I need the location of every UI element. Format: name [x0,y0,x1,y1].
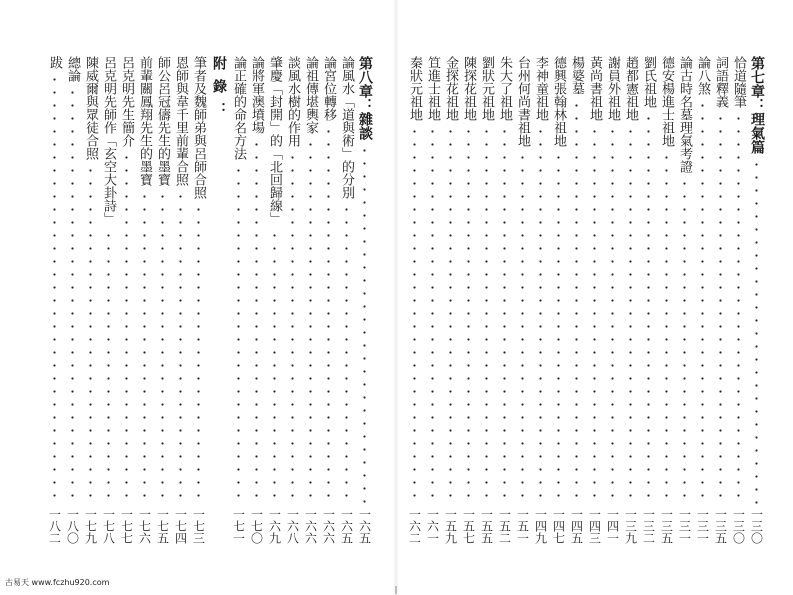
toc-entry-page: 一五九 [443,508,458,544]
leader-dots [179,190,182,504]
toc-entry [713,56,728,544]
leader-dots [467,125,470,504]
toc-entry-title: 論風水「道與術」的分別 [339,56,354,199]
leader-dots [665,151,668,504]
toc-entry [587,56,602,544]
toc-entry-page: 一七五 [155,508,170,544]
leader-dots [701,99,704,504]
leader-dots [161,190,164,504]
toc-entry-title: 台州何尚書祖地 [515,56,530,147]
toc-entry [407,56,422,544]
toc-entry [533,56,548,544]
toc-entry-title: 論宮位轉移 [321,56,336,121]
toc-entry-title: 論正確的命名方法 [231,56,246,160]
leader-dots [125,151,128,504]
toc-entry-page: 一七七 [119,508,134,544]
leader-dots [89,164,92,504]
toc-entry [605,56,620,544]
leader-dots [557,151,560,504]
toc-entry-page: 一七六 [137,508,152,544]
leader-dots [719,112,722,504]
toc-entry-title: 德興張翰林祖地 [551,56,566,147]
toc-entry-page: 一三二 [641,508,656,544]
chapter8-title: 第八章：雜談 [357,56,373,140]
appendix-heading-row [211,56,226,544]
toc-entry [231,56,246,544]
leader-dots [737,112,740,504]
toc-entry-title: 呂克明先生簡介 [119,56,134,147]
toc-entry [101,56,116,544]
toc-entry [425,56,440,544]
chapter8-page: 一六五 [357,508,372,544]
toc-entry-page: 一四七 [551,508,566,544]
leader-dots [107,229,110,504]
leader-dots [683,177,686,504]
toc-entry [515,56,530,544]
leader-dots [647,112,650,504]
toc-entry-page: 一五五 [479,508,494,544]
toc-entry-title: 陳威爾與眾徒合照 [83,56,98,160]
toc-entry-title: 金探花祖地 [443,56,458,121]
toc-entry-page: 一八〇 [65,508,80,544]
chapter8-heading-row [357,56,372,544]
toc-entry-page: 一七四 [173,508,188,544]
leader-dots [345,203,348,504]
leader-dots [431,125,434,504]
toc-entry [695,56,710,544]
toc-entry [65,56,80,544]
toc-entry-title: 筆者及魏師弟與呂師合照 [191,56,206,199]
toc-entry [623,56,638,544]
toc-entry-title: 劉氏祖地 [641,56,656,108]
toc-entry [731,56,746,544]
toc-entry-page: 一七八 [101,508,116,544]
toc-entry-page: 一六六 [321,508,336,544]
toc-entry [119,56,134,544]
toc-entry [47,56,62,544]
toc-entry-page: 一三一 [677,508,692,544]
toc-entry-page: 一四一 [605,508,620,544]
leader-dots [629,125,632,504]
toc-entry-page: 一七三 [191,508,206,544]
toc-entry-title: 論將軍澳墳場 [249,56,264,134]
toc-entry-page: 一三五 [713,508,728,544]
toc-entry [497,56,512,544]
toc-entry-page: 一六五 [339,508,354,544]
leader-dots [521,151,524,504]
toc-entry-page: 一四九 [533,508,548,544]
chapter7-page: 一三〇 [749,508,764,544]
toc-entry-page: 一三一 [695,508,710,544]
toc-entry-page: 一七〇 [249,508,264,544]
toc-entry-page: 一三九 [623,508,638,544]
chapter7-heading-row [749,56,764,544]
toc-entry-title: 跋 [47,56,62,69]
toc-entry-title: 朱大了祖地 [497,56,512,121]
toc-entry-page: 一三五 [659,508,674,544]
toc-entry [191,56,206,544]
leader-dots [611,125,614,504]
toc-entry [249,56,264,544]
toc-entry-title: 謝員外祖地 [605,56,620,121]
toc-entry [461,56,476,544]
leader-dots [273,229,276,504]
toc-entry-title: 呂克明先師作「玄空大卦詩」 [101,56,116,225]
toc-entry-page: 一六二 [407,508,422,544]
toc-entry-title: 劉狀元祖地 [479,56,494,121]
leader-dots [197,203,200,504]
toc-entry-title: 笪進士祖地 [425,56,440,121]
toc-entry [569,56,584,544]
appendix-label: 附錄： [211,56,227,125]
toc-entry [641,56,656,544]
toc-entry-page: 一七一 [231,508,246,544]
leader-dots [327,125,330,504]
toc-entry-page: 一四五 [569,508,584,544]
leader-dots [71,86,74,504]
toc-entry-title: 恰道隨筆 [731,56,746,108]
toc-entry [137,56,152,544]
toc-entry [173,56,188,544]
leader-dots [575,99,578,504]
toc-entry-page: 一五七 [461,508,476,544]
toc-entry-title: 陳探花祖地 [461,56,476,121]
toc-entry-title: 黃尚書祖地 [587,56,602,121]
toc-entry-page: 一三〇 [731,508,746,544]
toc-entry-title: 論八煞 [695,56,710,95]
toc-entry-title: 德安楊進士祖地 [659,56,674,147]
toc-entry-title: 論祖傳堪輿家 [303,56,318,134]
toc-entry-title: 李神童祖地 [533,56,548,121]
toc-entry-title: 詞語釋義 [713,56,728,108]
leader-dots [143,190,146,504]
leader-dots [53,73,56,504]
toc-entry [677,56,692,544]
leader-dots [255,138,258,504]
leader-dots [291,151,294,504]
leader-dots [237,164,240,504]
toc-entry-title: 談風水樹的作用 [285,56,300,147]
toc-entry [285,56,300,544]
toc-entry [155,56,170,544]
leader-dots [413,125,416,504]
toc-entry-title: 前輩關鳳翔先生的墨寶 [137,56,152,186]
leader-dots [485,125,488,504]
book-gutter [393,0,399,595]
gutter-mark [395,586,397,594]
toc-entry-title: 趙都憲祖地 [623,56,638,121]
toc-entry-title: 秦狀元祖地 [407,56,422,121]
site-logo: 古易天 www.fczhu920.com [5,578,110,587]
toc-entry-title: 論古時名墓理氣考證 [677,56,692,173]
leader-dots [363,144,366,504]
toc-entry-page: 一六九 [267,508,282,544]
leader-dots [755,158,758,504]
toc-entry [443,56,458,544]
toc-entry [83,56,98,544]
toc-entry [267,56,282,544]
toc-entry [303,56,318,544]
leader-dots [503,125,506,504]
toc-entry-title: 肇慶「封開」的「北回歸線」 [267,56,282,225]
toc-entry [479,56,494,544]
toc-entry-title: 楊婆墓 [569,56,584,95]
toc-entry-page: 一五一 [515,508,530,544]
toc-entry-page: 一四三 [587,508,602,544]
toc-entry-page: 一五二 [497,508,512,544]
toc-entry-page: 一六一 [425,508,440,544]
toc-entry-page: 一七九 [83,508,98,544]
toc-entry-page: 一八二 [47,508,62,544]
toc-entry [321,56,336,544]
toc-entry-page: 一六六 [303,508,318,544]
leader-dots [593,125,596,504]
leader-dots [449,125,452,504]
chapter7-title: 第七章：理氣篇 [749,56,765,154]
toc-entry [659,56,674,544]
leader-dots [309,138,312,504]
toc-entry-title: 總論 [65,56,80,82]
toc-entry [339,56,354,544]
leader-dots [539,125,542,504]
toc-entry-title: 恩師與韋千里前輩合照 [173,56,188,186]
toc-entry-title: 師公呂冠儔先生的墨寶 [155,56,170,186]
toc-entry-page: 一六八 [285,508,300,544]
toc-entry [551,56,566,544]
